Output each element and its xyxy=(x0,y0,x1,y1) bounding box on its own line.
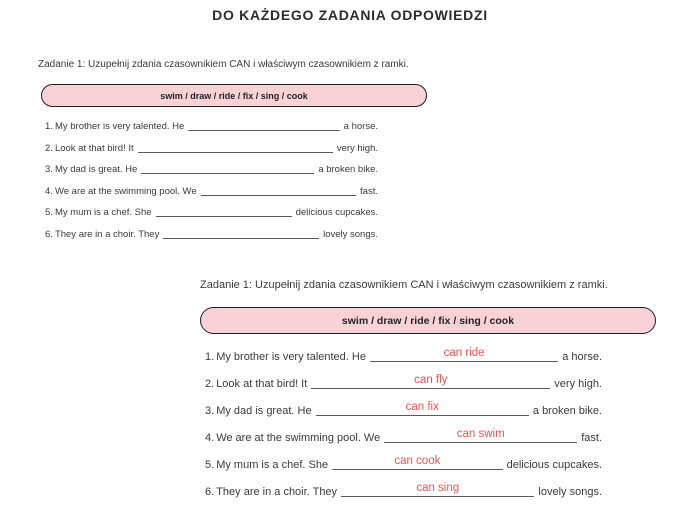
item-number: 2. xyxy=(205,378,215,390)
answer-blank[interactable] xyxy=(332,455,503,470)
sentence-item xyxy=(205,347,602,363)
sentence-end: a broken bike. xyxy=(532,405,602,417)
verb-bank-box xyxy=(200,307,656,334)
handwritten-answer: can fly xyxy=(414,374,448,386)
verb-bank-words: swim / draw / ride / fix / sing / cook xyxy=(160,90,308,101)
exercise-heading: Zadanie 1: Uzupełnij zdania czasownikiem CAN i właściwym czasownikiem z ramki. xyxy=(200,279,608,291)
sentence-end: lovely songs. xyxy=(538,486,602,498)
answer-blank[interactable] xyxy=(384,428,577,443)
sentence-start: My mum is a chef. She xyxy=(54,207,152,218)
handwritten-answer: can swim xyxy=(456,428,505,440)
answer-blank[interactable] xyxy=(188,130,339,131)
answer-blank[interactable] xyxy=(156,216,292,217)
sentence-start: Look at that bird! It xyxy=(216,378,308,390)
item-number: 4. xyxy=(45,185,53,197)
sentence-start: My brother is very talented. He xyxy=(54,121,185,132)
sentence-item xyxy=(205,374,602,390)
sentence-item xyxy=(45,165,378,176)
sentence-item xyxy=(205,455,602,471)
exercise-heading: Zadanie 1: Uzupełnij zdania czasownikiem CAN i właściwym czasownikiem z ramki. xyxy=(38,59,409,70)
sentence-end: delicious cupcakes. xyxy=(506,459,602,471)
sentence-start: Look at that bird! It xyxy=(54,142,134,154)
sentence-item xyxy=(45,187,378,198)
item-number: 3. xyxy=(45,164,53,175)
answer-blank[interactable] xyxy=(138,152,333,153)
sentence-end: fast. xyxy=(360,185,378,197)
sentence-start: My mum is a chef. She xyxy=(216,459,329,471)
item-number: 5. xyxy=(205,459,215,471)
verb-bank-words: swim / draw / ride / fix / sing / cook xyxy=(341,314,515,327)
sentence-start: We are at the swimming pool. We xyxy=(216,432,381,444)
sentence-end: very high. xyxy=(336,142,378,154)
sentence-start: My dad is great. He xyxy=(216,405,312,417)
handwritten-answer: can fix xyxy=(405,401,439,413)
answer-blank[interactable] xyxy=(201,195,356,196)
sentence-item xyxy=(205,401,602,417)
sentence-end: very high. xyxy=(554,378,602,390)
item-number: 2. xyxy=(45,142,53,154)
page-title: DO KAŻDEGO ZADANIA ODPOWIEDZI xyxy=(212,7,488,23)
answer-blank[interactable] xyxy=(316,401,529,416)
sentence-end: a broken bike. xyxy=(318,164,378,175)
sentence-end: delicious cupcakes. xyxy=(295,207,378,218)
sentence-start: We are at the swimming pool. We xyxy=(54,185,197,197)
sentence-list xyxy=(45,122,378,240)
item-number: 3. xyxy=(205,405,215,417)
item-number: 1. xyxy=(45,121,53,132)
sentence-end: a horse. xyxy=(562,351,602,363)
sentence-item xyxy=(45,230,378,241)
answer-blank[interactable] xyxy=(341,482,534,497)
answer-blank[interactable] xyxy=(141,173,314,174)
exercise-answered-section xyxy=(200,279,658,513)
sentence-item xyxy=(45,122,378,133)
answer-blank[interactable] xyxy=(311,374,550,389)
verb-bank-box xyxy=(41,84,427,107)
answer-blank[interactable] xyxy=(370,347,558,362)
item-number: 4. xyxy=(205,432,215,444)
sentence-end: lovely songs. xyxy=(323,228,378,240)
handwritten-answer: can ride xyxy=(443,347,485,359)
exercise-blank-section xyxy=(38,59,430,251)
sentence-end: fast. xyxy=(581,432,602,444)
sentence-item xyxy=(45,208,378,219)
sentence-start: They are in a choir. They xyxy=(54,228,160,240)
item-number: 1. xyxy=(205,351,215,363)
item-number: 5. xyxy=(45,207,53,218)
sentence-item xyxy=(45,144,378,155)
sentence-item xyxy=(205,428,602,444)
handwritten-answer: can sing xyxy=(416,482,460,494)
handwritten-answer: can cook xyxy=(394,455,441,467)
answer-blank[interactable] xyxy=(163,238,319,239)
item-number: 6. xyxy=(205,486,215,498)
sentence-start: My brother is very talented. He xyxy=(216,351,366,363)
sentence-start: My dad is great. He xyxy=(54,164,138,175)
sentence-start: They are in a choir. They xyxy=(216,486,338,498)
item-number: 6. xyxy=(45,228,53,240)
sentence-end: a horse. xyxy=(343,121,378,132)
sentence-list xyxy=(205,347,602,498)
sentence-item xyxy=(205,482,602,498)
